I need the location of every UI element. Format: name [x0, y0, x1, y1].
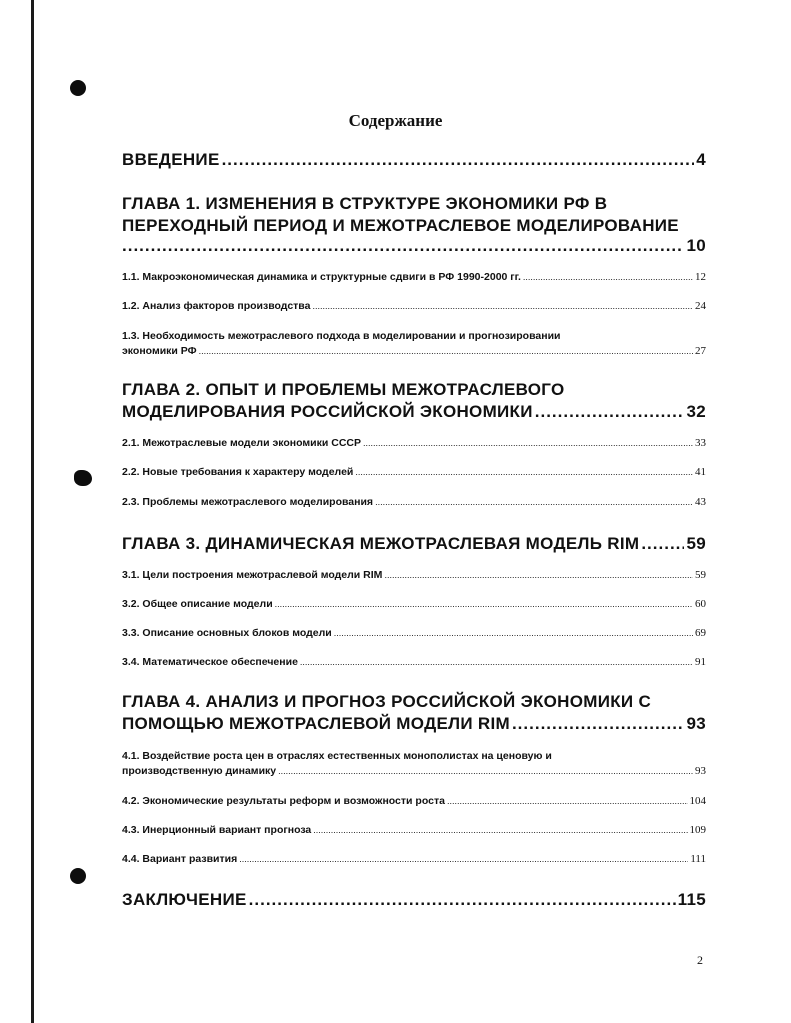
- toc-entry-chapter-4[interactable]: ПОМОЩЬЮ МЕЖОТРАСЛЕВОЙ МОДЕЛИ RIM ..... 93: [122, 714, 706, 734]
- scan-margin-line: [31, 0, 34, 1023]
- page-title: Содержание: [348, 111, 443, 130]
- chapter-4-title-line-1: ГЛАВА 4. АНАЛИЗ И ПРОГНОЗ РОССИЙСКОЙ ЭКОНОМИКИ С: [122, 692, 652, 711]
- page-number: 2: [697, 953, 703, 967]
- toc-entry-chapter-3[interactable]: ГЛАВА 3. ДИНАМИЧЕСКАЯ МЕЖОТРАСЛЕВАЯ МОДЕЛЬ RIM ..... 59: [122, 534, 706, 554]
- toc-entry-section-4-3[interactable]: 4.3. Инерционный вариант прогноза ..... 109: [122, 824, 706, 836]
- toc-entry-section-3-3[interactable]: 3.3. Описание основных блоков модели ..... 69: [122, 627, 706, 639]
- toc-entry-section-2-1[interactable]: 2.1. Межотраслевые модели экономики СССР ..... 33: [122, 437, 706, 449]
- chapter-1-title-line-1: ГЛАВА 1. ИЗМЕНЕНИЯ В СТРУКТУРЕ ЭКОНОМИКИ РФ В: [122, 194, 608, 213]
- section-1-3-title-line-1: 1.3. Необходимость межотраслевого подхода в моделировании и прогнозировании: [122, 330, 561, 342]
- toc-entry-section-3-1[interactable]: 3.1. Цели построения межотраслевой модели RIM ..... 59: [122, 569, 706, 581]
- toc-entry-conclusion[interactable]: ЗАКЛЮЧЕНИЕ ..... 115: [122, 890, 706, 910]
- toc-entry-section-4-2[interactable]: 4.2. Экономические результаты реформ и возможности роста ..... 104: [122, 795, 706, 807]
- toc-entry-section-3-4[interactable]: 3.4. Математическое обеспечение ..... 91: [122, 656, 706, 668]
- toc-entry-section-4-4[interactable]: 4.4. Вариант развития ..... 111: [122, 853, 706, 865]
- toc-entry-chapter-2[interactable]: МОДЕЛИРОВАНИЯ РОССИЙСКОЙ ЭКОНОМИКИ ..... 32: [122, 402, 706, 422]
- toc-entry-section-2-3[interactable]: 2.3. Проблемы межотраслевого моделирования ..... 43: [122, 496, 706, 508]
- hole-punch-mark: [74, 470, 92, 486]
- toc-entry-section-1-3[interactable]: экономики РФ ..... 27: [122, 345, 706, 357]
- hole-punch-mark: [70, 868, 86, 884]
- hole-punch-mark: [70, 80, 86, 96]
- toc-entry-section-1-1[interactable]: 1.1. Макроэкономическая динамика и структурные сдвиги в РФ 1990-2000 гг. ..... 12: [122, 271, 706, 283]
- toc-entry-section-4-1[interactable]: производственную динамику ..... 93: [122, 765, 706, 777]
- toc-entry-section-1-2[interactable]: 1.2. Анализ факторов производства ..... 24: [122, 300, 706, 312]
- toc-entry-section-3-2[interactable]: 3.2. Общее описание модели ..... 60: [122, 598, 706, 610]
- toc-entry-introduction[interactable]: ВВЕДЕНИЕ ..... 4: [122, 150, 706, 170]
- toc-entry-section-2-2[interactable]: 2.2. Новые требования к характеру моделей ..... 41: [122, 466, 706, 478]
- section-4-1-title-line-1: 4.1. Воздействие роста цен в отраслях естественных монополистах на ценовую и: [122, 750, 552, 762]
- toc-entry-chapter-1[interactable]: ..... 10: [122, 236, 706, 256]
- chapter-1-title-line-2: ПЕРЕХОДНЫЙ ПЕРИОД И МЕЖОТРАСЛЕВОЕ МОДЕЛИРОВАНИЕ: [122, 216, 679, 235]
- chapter-2-title-line-1: ГЛАВА 2. ОПЫТ И ПРОБЛЕМЫ МЕЖОТРАСЛЕВОГО: [122, 380, 565, 399]
